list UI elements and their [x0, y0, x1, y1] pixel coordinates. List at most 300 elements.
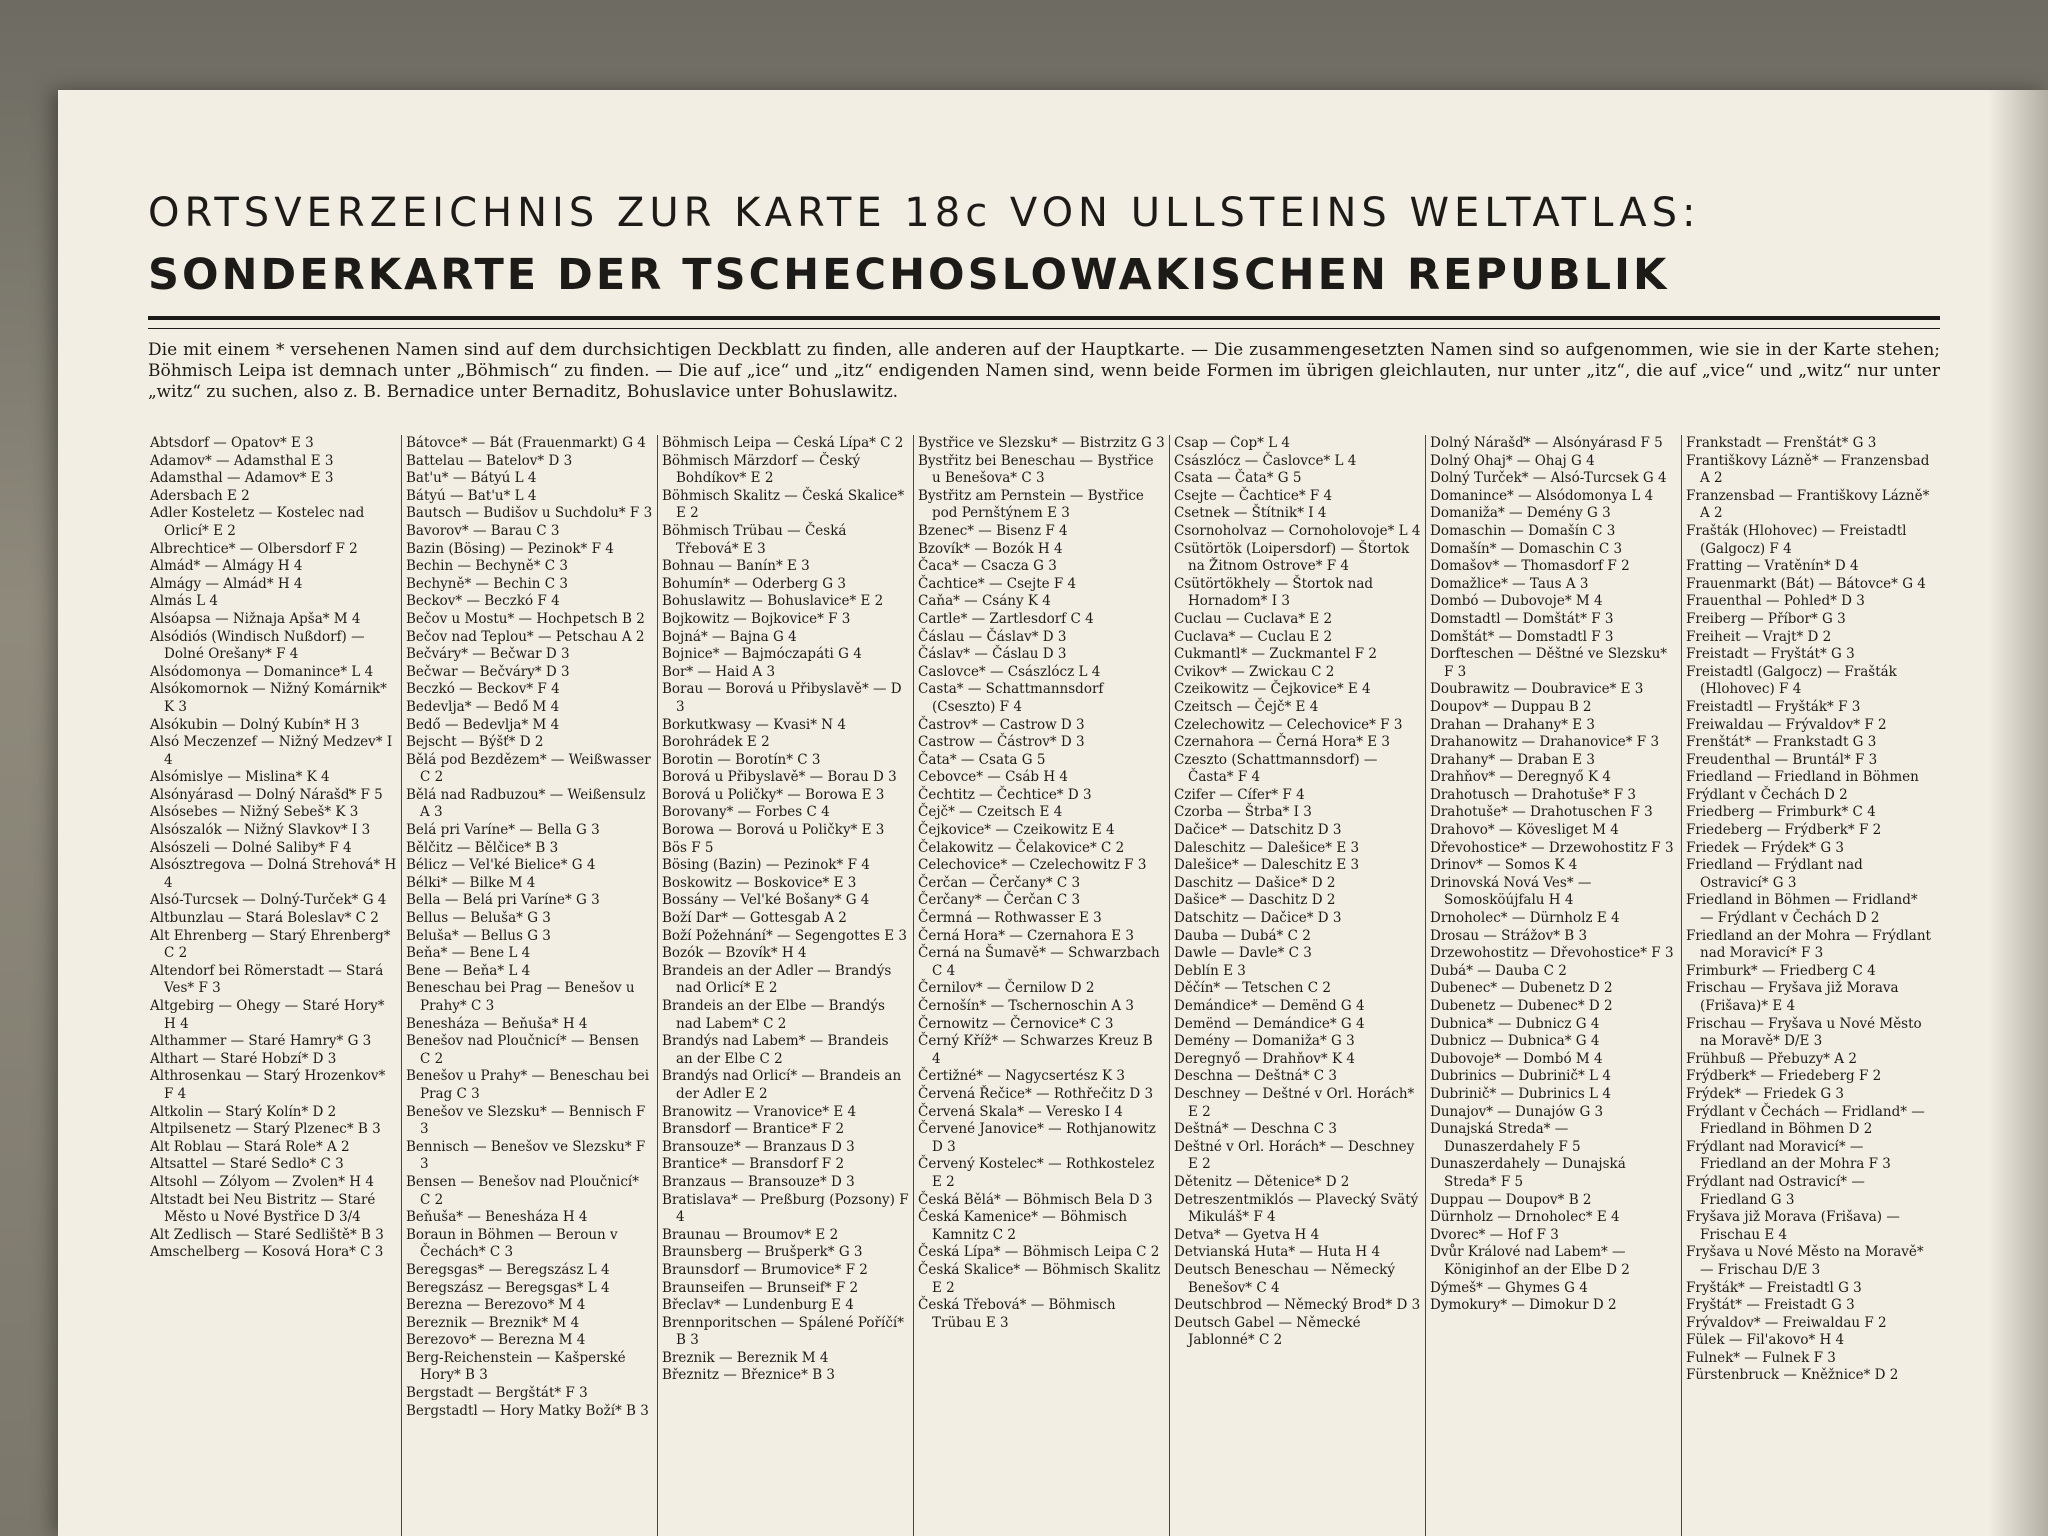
index-entry: Castrow — Částrov* D 3 [918, 734, 1085, 751]
index-entry: Beneschau bei Prag — Benešov u Prahy* C 3 [406, 980, 635, 1014]
index-entry: Dubnicz — Dubnica* G 4 [1430, 1033, 1600, 1050]
index-entry: Amschelberg — Kosová Hora* C 3 [150, 1244, 384, 1261]
index-entry: Čáslav* — Čáslau D 3 [918, 646, 1067, 663]
index-entry: Červená Řečice* — Rothřečitz D 3 [918, 1085, 1154, 1102]
index-entry: Bátyú — Bat'u* L 4 [406, 487, 537, 504]
index-column-7 [1682, 435, 1938, 1536]
index-entry: Czeszto (Schattmannsdorf) — Časta* F 4 [1174, 751, 1378, 786]
index-entry: Beregszász — Beregsgas* L 4 [406, 1279, 610, 1296]
index-entry: Bautsch — Budišov u Suchdolu* F 3 [406, 505, 653, 522]
index-entry: Detreszentmiklós — Plavecký Svätý Mikuláš* F 4 [1174, 1191, 1419, 1226]
index-entry: Bene — Beňa* L 4 [406, 962, 531, 979]
index-column-3 [658, 435, 914, 1536]
index-entry: Detva* — Gyetva H 4 [1174, 1226, 1320, 1243]
index-entry: Bergstadtl — Hory Matky Boží* B 3 [406, 1402, 649, 1419]
index-entry: Bennisch — Benešov ve Slezsku* F 3 [406, 1138, 646, 1173]
index-entry: Bereznik — Breznik* M 4 [406, 1314, 580, 1331]
index-entry: Alt Ehrenberg — Starý Ehrenberg* C 2 [150, 927, 391, 962]
index-entry: Friedberg — Frimburk* C 4 [1686, 804, 1876, 821]
index-entry: Bohuslawitz — Bohuslavice* E 2 [662, 593, 884, 610]
index-entry: Demény — Domaniža* G 3 [1174, 1033, 1355, 1050]
index-entry: Drahovo* — Kövesliget M 4 [1430, 822, 1619, 839]
index-entry: Czifer — Cífer* F 4 [1174, 786, 1305, 803]
index-entry: Adamov* — Adamsthal E 3 [150, 452, 334, 469]
index-entry: Černá Hora* — Czernahora E 3 [918, 927, 1135, 944]
index-entry: Friedland in Böhmen — Fridland* — Frýdlant v Čechách D 2 [1686, 892, 1918, 927]
index-entry: Domašov* — Thomasdorf F 2 [1430, 558, 1630, 575]
index-entry: Datschitz — Dačice* D 3 [1174, 910, 1342, 927]
index-entry: Červená Skala* — Veresko I 4 [918, 1103, 1123, 1120]
index-entry: Dubnica* — Dubnicz G 4 [1430, 1015, 1600, 1032]
index-entry: Freudenthal — Bruntál* F 3 [1686, 751, 1878, 768]
index-entry: Böhmisch Skalitz — Česká Skalice* E 2 [662, 487, 905, 522]
index-entry: Battelau — Batelov* D 3 [406, 452, 573, 469]
index-entry: Braunsdorf — Brumovice* F 2 [662, 1261, 868, 1278]
index-entry: Cuclau — Cuclava* E 2 [1174, 610, 1333, 627]
index-entry: Altsohl — Zólyom — Zvolen* H 4 [150, 1173, 374, 1190]
index-entry: Braunau — Broumov* E 2 [662, 1226, 839, 1243]
index-columns [146, 435, 1956, 1536]
index-entry: Dačice* — Datschitz D 3 [1174, 822, 1342, 839]
index-entry: Adamsthal — Adamov* E 3 [150, 470, 334, 487]
index-entry: Alsószalók — Nižný Slavkov* I 3 [150, 822, 371, 839]
index-entry: Dorfteschen — Děštné ve Slezsku* F 3 [1430, 646, 1668, 680]
index-entry: Bohnau — Banín* E 3 [662, 558, 810, 575]
index-entry: Deutsch Gabel — Německé Jablonné* C 2 [1174, 1314, 1361, 1349]
index-entry: Franzensbad — Františkovy Lázně* A 2 [1686, 487, 1930, 522]
index-entry: Csata — Čata* G 5 [1174, 470, 1302, 487]
index-entry: Doupov* — Duppau B 2 [1430, 698, 1592, 715]
index-entry: Czelechowitz — Celechovice* F 3 [1174, 716, 1403, 733]
index-entry: Březnitz — Březnice* B 3 [662, 1367, 835, 1384]
index-entry: Dymokury* — Dimokur D 2 [1430, 1297, 1617, 1314]
index-entry: Bratislava* — Preßburg (Pozsony) F 4 [662, 1191, 909, 1226]
index-entry: Csütörtök (Loipersdorf) — Štortok na Žitnom Ostrove* F 4 [1174, 540, 1410, 575]
index-entry: Bechyně* — Bechin C 3 [406, 575, 568, 592]
index-entry: Deutschbrod — Německý Brod* D 3 [1174, 1297, 1421, 1314]
index-entry: Čerčan — Čerčany* C 3 [918, 874, 1081, 891]
index-entry: Branzaus — Bransouze* D 3 [662, 1173, 855, 1190]
index-entry: Frimburk* — Friedberg C 4 [1686, 962, 1876, 979]
index-entry: Almád* — Almágy H 4 [150, 558, 303, 575]
index-entry: Freiwaldau — Frývaldov* F 2 [1686, 716, 1887, 733]
index-entry: Freiheit — Vrajt* D 2 [1686, 628, 1832, 645]
index-entry: Alsókubin — Dolný Kubín* H 3 [150, 716, 360, 733]
index-entry: Brantice* — Bransdorf F 2 [662, 1156, 845, 1173]
index-entry: Altendorf bei Römerstadt — Stará Ves* F 3 [150, 962, 384, 997]
index-entry: Černý Kříž* — Schwarzes Kreuz B 4 [918, 1033, 1153, 1067]
index-entry: Alsómislye — Mislina* K 4 [150, 769, 330, 786]
index-entry: Drnoholec* — Dürnholz E 4 [1430, 910, 1620, 927]
index-entry: Bella — Belá pri Varíne* G 3 [406, 892, 600, 909]
index-entry: Fürstenbruck — Kněžnice* D 2 [1686, 1367, 1899, 1384]
index-entry: Čermná — Rothwasser E 3 [918, 910, 1102, 927]
index-entry: Frýdlant v Čechách — Fridland* — Friedland in Böhmen D 2 [1686, 1103, 1925, 1138]
index-entry: Alsókomornok — Nižný Komárnik* K 3 [150, 681, 387, 715]
index-entry: Csetnek — Štítnik* I 4 [1174, 505, 1327, 522]
index-entry: Bzenec* — Bisenz F 4 [918, 522, 1068, 539]
index-entry: Altstadt bei Neu Bistritz — Staré Město u Nové Bystřice D 3/4 [150, 1191, 376, 1226]
index-entry: Borowa — Borová u Poličky* E 3 [662, 822, 885, 839]
index-entry: Bystřitz bei Beneschau — Bystřice u Benešova* C 3 [918, 452, 1154, 487]
index-entry: Abtsdorf — Opatov* E 3 [150, 435, 314, 451]
index-entry: Altpilsenetz — Starý Plzenec* B 3 [150, 1121, 381, 1138]
index-entry: Deregnyő — Drahňov* K 4 [1174, 1050, 1355, 1067]
index-entry: Deutsch Beneschau — Německý Benešov* C 4 [1174, 1261, 1395, 1296]
index-entry: Friedeberg — Frýdberk* F 2 [1686, 822, 1882, 839]
index-entry: Altbunzlau — Stará Boleslav* C 2 [150, 910, 379, 927]
index-entry: Czeikowitz — Čejkovice* E 4 [1174, 681, 1371, 698]
index-entry: Děčín* — Tetschen C 2 [1174, 980, 1331, 997]
index-entry: Drahan — Drahany* E 3 [1430, 716, 1596, 733]
index-entry: Dašice* — Daschitz D 2 [1174, 892, 1336, 909]
index-entry: Althart — Staré Hobzí* D 3 [150, 1050, 337, 1067]
index-entry: Althrosenkau — Starý Hrozenkov* F 4 [150, 1068, 386, 1102]
index-entry: Bransdorf — Brantice* F 2 [662, 1121, 845, 1138]
index-entry: Frýdlant nad Moravicí* — Friedland an der Mohra F 3 [1686, 1138, 1891, 1173]
index-entry: Bavorov* — Barau C 3 [406, 522, 560, 539]
index-entry: Cvikov* — Zwickau C 2 [1174, 663, 1335, 680]
index-entry: Breznik — Bereznik M 4 [662, 1349, 829, 1366]
index-entry: Alsónyárasd — Dolný Nárašď* F 5 [150, 786, 383, 803]
index-entry: Fülek — Fil'akovo* H 4 [1686, 1332, 1845, 1349]
index-entry: Domaschin — Domašín C 3 [1430, 522, 1616, 539]
index-entry: Borová u Přibyslavě* — Borau D 3 [662, 769, 897, 786]
index-entry: Domstadtl — Domštát* F 3 [1430, 610, 1614, 627]
index-entry: Berezna — Berezovo* M 4 [406, 1297, 586, 1314]
index-entry: Fryšták* — Freistadtl G 3 [1686, 1279, 1862, 1296]
index-entry: Csütörtökhely — Štortok nad Hornadom* I 3 [1174, 575, 1374, 610]
index-entry: Bechin — Bechyně* C 3 [406, 558, 568, 575]
index-entry: Frenštát* — Frankstadt G 3 [1686, 734, 1877, 751]
index-entry: Bedevlja* — Bedő M 4 [406, 698, 560, 715]
index-entry: Dubrinics — Dubrinič* L 4 [1430, 1068, 1611, 1085]
index-entry: Freiberg — Příbor* G 3 [1686, 610, 1846, 627]
index-entry: Fryšava u Nové Město na Moravě* — Frischau D/E 3 [1686, 1244, 1924, 1278]
index-entry: Čachtice* — Csejte F 4 [918, 575, 1077, 592]
index-entry: Dubenec* — Dubenetz D 2 [1430, 980, 1613, 997]
index-entry: Friedek — Frýdek* G 3 [1686, 839, 1844, 856]
index-entry: Almás L 4 [150, 593, 218, 610]
index-entry: Frischau — Fryšava již Morava (Frišava)* E 4 [1686, 980, 1899, 1014]
index-entry: Bělá pod Bezdězem* — Weißwasser C 2 [406, 751, 651, 786]
index-entry: Frašták (Hlohovec) — Freistadtl (Galgocz) F 4 [1686, 522, 1907, 557]
index-entry: Czernahora — Černá Hora* E 3 [1174, 734, 1391, 751]
index-entry: Bělá nad Radbuzou* — Weißensulz A 3 [406, 786, 646, 821]
index-entry: Demándice* — Demënd G 4 [1174, 998, 1365, 1014]
index-entry: Čejkovice* — Czeikowitz E 4 [918, 822, 1115, 839]
index-entry: Dolný Nárašď* — Alsónyárasd F 5 [1430, 435, 1663, 451]
index-entry: Česká Třebová* — Böhmisch Trübau E 3 [918, 1297, 1116, 1331]
index-column-1 [146, 435, 402, 1536]
index-entry: Fryštát* — Freistadt G 3 [1686, 1297, 1855, 1314]
index-entry: Almágy — Almád* H 4 [150, 575, 303, 592]
index-entry: Freistadt — Fryštát* G 3 [1686, 646, 1855, 663]
index-entry: Bátovce* — Bát (Frauenmarkt) G 4 [406, 435, 646, 451]
index-entry: Frýdberk* — Friedeberg F 2 [1686, 1068, 1882, 1085]
index-entry: Dürnholz — Drnoholec* E 4 [1430, 1209, 1620, 1226]
index-entry: Čechtitz — Čechtice* D 3 [918, 786, 1092, 803]
index-entry: Čata* — Csata G 5 [918, 751, 1046, 768]
index-entry: Černá na Šumavě* — Schwarzbach C 4 [918, 945, 1160, 979]
index-entry: Beckov* — Beczkó F 4 [406, 593, 560, 610]
index-entry: Dvůr Králové nad Labem* — Königinhof an der Elbe D 2 [1430, 1244, 1630, 1278]
index-entry: Bozók — Bzovík* H 4 [662, 945, 807, 962]
index-entry: Alt Roblau — Stará Role* A 2 [150, 1138, 350, 1155]
index-entry: Beregsgas* — Beregszász L 4 [406, 1261, 610, 1278]
index-entry: Celechovice* — Czelechowitz F 3 [918, 857, 1147, 874]
index-entry: Benešov u Prahy* — Beneschau bei Prag C 3 [406, 1068, 650, 1102]
index-entry: Domanince* — Alsódomonya L 4 [1430, 487, 1654, 504]
index-entry: Dubrinič* — Dubrinics L 4 [1430, 1085, 1611, 1102]
index-entry: Františkovy Lázně* — Franzensbad A 2 [1686, 452, 1930, 487]
index-entry: Alsósztregova — Dolná Strehová* H 4 [150, 857, 397, 891]
index-entry: Bejscht — Býšť* D 2 [406, 734, 544, 751]
index-entry: Drzewohostitz — Dřevohostice* F 3 [1430, 945, 1674, 962]
index-entry: Frankstadt — Frenštát* G 3 [1686, 435, 1877, 451]
index-entry: Drahany* — Draban E 3 [1430, 751, 1595, 768]
index-entry: Dvorec* — Hof F 3 [1430, 1226, 1559, 1243]
index-entry: Bystřice ve Slezsku* — Bistrzitz G 3 [918, 435, 1165, 451]
index-entry: Benešov nad Ploučnicí* — Bensen C 2 [406, 1033, 639, 1067]
index-entry: Dunajov* — Dunajów G 3 [1430, 1103, 1604, 1120]
index-entry: Fryšava již Morava (Frišava) — Frischau E 4 [1686, 1209, 1900, 1243]
index-entry: Böhmisch Leipa — Česká Lípa* C 2 [662, 435, 904, 451]
index-entry: Domštát* — Domstadtl F 3 [1430, 628, 1614, 645]
index-column-6 [1426, 435, 1682, 1536]
index-entry: Čelakowitz — Čelakovice* C 2 [918, 839, 1125, 856]
index-entry: Dombó — Dubovoje* M 4 [1430, 593, 1603, 610]
index-entry: Alsósebes — Nižný Sebeš* K 3 [150, 804, 359, 821]
index-entry: Frühbuß — Přebuzy* A 2 [1686, 1050, 1857, 1067]
index-entry: Czeitsch — Čejč* E 4 [1174, 698, 1319, 715]
index-entry: Borová u Poličky* — Borowa E 3 [662, 786, 885, 803]
index-entry: Bossány — Vel'ké Bošany* G 4 [662, 892, 870, 909]
index-entry: Borau — Borová u Přibyslavě* — D 3 [662, 681, 902, 715]
index-entry: Duppau — Doupov* B 2 [1430, 1191, 1592, 1208]
index-entry: Bystřitz am Pernstein — Bystřice pod Pernštýnem E 3 [918, 487, 1144, 522]
index-entry: Friedland — Friedland in Böhmen [1686, 769, 1919, 786]
index-entry: Freistadtl — Fryšták* F 3 [1686, 698, 1861, 715]
index-entry: Alsó Meczenzef — Nižný Medzev* I 4 [150, 734, 393, 768]
index-entry: Bensen — Benešov nad Ploučnicí* C 2 [406, 1173, 639, 1208]
index-entry: Csornoholvaz — Cornoholovoje* L 4 [1174, 522, 1421, 539]
index-entry: Böhmisch Trübau — Česká Třebová* E 3 [662, 522, 847, 557]
index-entry: Bellus — Beluša* G 3 [406, 910, 551, 927]
index-entry: Altsattel — Staré Sedlo* C 3 [150, 1156, 344, 1173]
index-entry: Adler Kosteletz — Kostelec nad Orlicí* E 2 [150, 505, 365, 539]
index-entry: Červené Janovice* — Rothjanowitz D 3 [918, 1121, 1156, 1155]
index-entry: Cuclava* — Cuclau E 2 [1174, 628, 1333, 645]
index-entry: Dubá* — Dauba C 2 [1430, 962, 1567, 979]
index-entry: Alsószeli — Dolné Saliby* F 4 [150, 839, 352, 856]
index-entry: Bzovík* — Bozók H 4 [918, 540, 1063, 557]
index-entry: Dunajská Streda* — Dunaszerdahely F 5 [1430, 1121, 1581, 1155]
index-entry: Frýdek* — Friedek G 3 [1686, 1085, 1844, 1102]
index-entry: Böhmisch Märzdorf — Český Bohdíkov* E 2 [662, 452, 861, 487]
index-entry: Alt Zedlisch — Staré Sedliště* B 3 [150, 1226, 384, 1243]
index-entry: Frývaldov* — Freiwaldau F 2 [1686, 1314, 1887, 1331]
index-entry: Dubovoje* — Dombó M 4 [1430, 1050, 1603, 1067]
index-entry: Beczkó — Beckov* F 4 [406, 681, 560, 698]
index-entry: Borohrádek E 2 [662, 734, 770, 751]
index-entry: Belá pri Varíne* — Bella G 3 [406, 822, 600, 839]
index-entry: Bransouze* — Branzaus D 3 [662, 1138, 855, 1155]
index-entry: Bat'u* — Bátyú L 4 [406, 470, 537, 487]
index-entry: Deštné v Orl. Horách* — Deschney E 2 [1174, 1138, 1415, 1173]
index-entry: Bečov nad Teplou* — Petschau A 2 [406, 628, 645, 645]
index-entry: Dětenitz — Dětenice* D 2 [1174, 1173, 1350, 1190]
index-entry: Brandýs nad Labem* — Brandeis an der Elbe C 2 [662, 1033, 889, 1067]
index-entry: Deschney — Deštné v Orl. Horách* E 2 [1174, 1085, 1415, 1120]
index-entry: Drosau — Strážov* B 3 [1430, 927, 1588, 944]
index-entry: Alsóapsa — Nižnaja Apša* M 4 [150, 610, 361, 627]
intro-text: Die mit einem * versehenen Namen sind auf dem durchsichtigen Deckblatt zu finden, alle anderen auf der Hauptkarte. — Die zusammengesetzten Namen sind so aufgenommen, wie sie in der Karte stehen; Böhmisch Leipa ist demnach unter „Böhmisch“ zu finden. — Die auf „ice“ und „itz“ endigenden Namen sind, wenn beide Formen im übrigen gleichlauten, nur unter „itz“, die auf „vice“ und „witz“ nur unter „witz“ zu suchen, also z. B. Bernadice unter Bernaditz, Bohuslavice unter Bohuslawitz. [148, 340, 1940, 402]
index-entry: Fulnek* — Fulnek F 3 [1686, 1349, 1836, 1366]
index-entry: Csap — Čop* L 4 [1174, 435, 1291, 451]
index-entry: Alsódiós (Windisch Nußdorf) — Dolné Orešany* F 4 [150, 628, 365, 663]
index-entry: Berezovo* — Berezna M 4 [406, 1332, 586, 1349]
index-entry: Drinov* — Somos K 4 [1430, 857, 1578, 874]
index-entry: Drahňov* — Deregnyő K 4 [1430, 769, 1611, 786]
index-entry: Deštná* — Deschna C 3 [1174, 1121, 1337, 1138]
index-entry: Bös F 5 [662, 839, 714, 856]
index-entry: Dubenetz — Dubenec* D 2 [1430, 998, 1613, 1014]
index-entry: Albrechtice* — Olbersdorf F 2 [150, 540, 358, 557]
index-entry: Borkutkwasy — Kvasi* N 4 [662, 716, 846, 733]
index-entry: Frischau — Fryšava u Nové Město na Moravě* D/E 3 [1686, 1015, 1922, 1050]
page-title: ORTSVERZEICHNIS ZUR KARTE 18c VON ULLSTEINS WELTATLAS: [148, 190, 1701, 236]
index-entry: Doubrawitz — Doubravice* E 3 [1430, 681, 1644, 698]
index-entry: Domažlice* — Taus A 3 [1430, 575, 1589, 592]
index-entry: Beňa* — Bene L 4 [406, 945, 531, 962]
index-entry: Drahotuše* — Drahotuschen F 3 [1430, 804, 1653, 821]
index-entry: Braunseifen — Brunseif* F 2 [662, 1279, 859, 1296]
page-subtitle: SONDERKARTE DER TSCHECHOSLOWAKISCHEN REPUBLIK [148, 250, 1670, 300]
index-entry: Brandýs nad Orlicí* — Brandeis an der Adler E 2 [662, 1068, 902, 1102]
index-entry: Daleschitz — Dalešice* E 3 [1174, 839, 1360, 856]
index-entry: Frýdlant nad Ostravicí* — Friedland G 3 [1686, 1173, 1865, 1208]
index-entry: Bohumín* — Oderberg G 3 [662, 575, 846, 592]
index-entry: Dýmeš* — Ghymes G 4 [1430, 1279, 1588, 1296]
index-entry: Boží Požehnání* — Segengottes E 3 [662, 927, 907, 944]
index-entry: Deblín E 3 [1174, 962, 1246, 979]
index-entry: Čaca* — Csacza G 3 [918, 558, 1057, 575]
index-entry: Detvianská Huta* — Huta H 4 [1174, 1244, 1381, 1261]
index-entry: Boží Dar* — Gottesgab A 2 [662, 910, 847, 927]
title-rule [148, 316, 1940, 329]
index-entry: Benešov ve Slezsku* — Bennisch F 3 [406, 1103, 646, 1138]
index-entry: Česká Lípa* — Böhmisch Leipa C 2 [918, 1244, 1160, 1261]
index-entry: Freistadtl (Galgocz) — Frašták (Hlohovec) F 4 [1686, 663, 1897, 698]
index-entry: Bazin (Bösing) — Pezinok* F 4 [406, 540, 614, 557]
index-entry: Česká Kamenice* — Böhmisch Kamnitz C 2 [918, 1209, 1128, 1243]
index-entry: Friedland an der Mohra — Frýdlant nad Moravicí* F 3 [1686, 927, 1931, 962]
index-entry: Altgebirg — Ohegy — Staré Hory* H 4 [150, 998, 385, 1032]
index-entry: Drahotusch — Drahotuše* F 3 [1430, 786, 1637, 803]
index-entry: Borovany* — Forbes C 4 [662, 804, 830, 821]
index-entry: Benesháza — Beňuša* H 4 [406, 1015, 588, 1032]
index-entry: Břeclav* — Lundenburg E 4 [662, 1297, 854, 1314]
index-entry: Čertižné* — Nagycsertész K 3 [918, 1068, 1125, 1085]
index-entry: Alsó-Turcsek — Dolný-Turček* G 4 [150, 892, 387, 909]
index-entry: Dřevohostice* — Drzewohostitz F 3 [1430, 839, 1674, 856]
index-entry: Adersbach E 2 [150, 487, 250, 504]
index-entry: Bojnice* — Bajmóczapáti G 4 [662, 646, 862, 663]
index-entry: Dunaszerdahely — Dunajská Streda* F 5 [1430, 1156, 1626, 1190]
index-entry: Fratting — Vratěnín* D 4 [1686, 558, 1859, 575]
index-entry: Beluša* — Bellus G 3 [406, 927, 551, 944]
index-entry: Deschna — Deštná* C 3 [1174, 1068, 1337, 1085]
index-entry: Berg-Reichenstein — Kašperské Hory* B 3 [406, 1349, 626, 1384]
index-entry: Daschitz — Dašice* D 2 [1174, 874, 1336, 891]
intro-paragraph [148, 340, 1940, 403]
index-entry: Beňuša* — Benesháza H 4 [406, 1209, 588, 1226]
index-entry: Česká Bělá* — Böhmisch Bela D 3 [918, 1191, 1153, 1208]
index-entry: Čejč* — Czeitsch E 4 [918, 804, 1063, 821]
index-column-5 [1170, 435, 1426, 1536]
index-entry: Czorba — Štrba* I 3 [1174, 804, 1312, 821]
index-entry: Althammer — Staré Hamry* G 3 [150, 1033, 372, 1050]
index-entry: Černilov* — Černilow D 2 [918, 980, 1095, 997]
index-entry: Borotin — Borotín* C 3 [662, 751, 821, 768]
index-entry: Demënd — Demándice* G 4 [1174, 1015, 1365, 1032]
index-entry: Čáslau — Čáslav* D 3 [918, 628, 1067, 645]
index-entry: Bergstadt — Bergštát* F 3 [406, 1385, 588, 1402]
index-entry: Brandeis an der Elbe — Brandýs nad Labem* C 2 [662, 998, 885, 1032]
index-entry: Černošín* — Tschernoschin A 3 [918, 998, 1134, 1014]
index-entry: Frauenmarkt (Bát) — Bátovce* G 4 [1686, 575, 1926, 592]
index-entry: Dauba — Dubá* C 2 [1174, 927, 1311, 944]
index-entry: Alsódomonya — Domanince* L 4 [150, 663, 374, 680]
index-entry: Častrov* — Castrow D 3 [918, 716, 1085, 733]
index-column-2 [402, 435, 658, 1536]
index-entry: Császlócz — Časlovce* L 4 [1174, 452, 1357, 469]
index-entry: Brandeis an der Adler — Brandýs nad Orlicí* E 2 [662, 962, 892, 997]
index-entry: Bedő — Bedevlja* M 4 [406, 716, 560, 733]
index-entry: Bečváry* — Bečwar D 3 [406, 646, 570, 663]
index-entry: Boraun in Böhmen — Beroun v Čechách* C 3 [406, 1226, 618, 1261]
index-entry: Dolný Ohaj* — Ohaj G 4 [1430, 452, 1595, 469]
index-entry: Bělčitz — Bělčice* B 3 [406, 839, 559, 856]
index-entry: Bojná* — Bajna G 4 [662, 628, 797, 645]
index-entry: Caslovce* — Császlócz L 4 [918, 663, 1101, 680]
index-entry: Bösing (Bazin) — Pezinok* F 4 [662, 857, 870, 874]
index-entry: Bor* — Haid A 3 [662, 663, 776, 680]
index-entry: Braunsberg — Brušperk* G 3 [662, 1244, 863, 1261]
index-entry: Dawle — Davle* C 3 [1174, 945, 1312, 962]
index-entry: Bélki* — Bilke M 4 [406, 874, 536, 891]
index-entry: Bojkowitz — Bojkovice* F 3 [662, 610, 851, 627]
index-entry: Bélicz — Vel'ké Bielice* G 4 [406, 857, 596, 874]
index-entry: Drahanowitz — Drahanovice* F 3 [1430, 734, 1660, 751]
index-entry: Cukmantl* — Zuckmantel F 2 [1174, 646, 1377, 663]
index-entry: Cartle* — Zartlesdorf C 4 [918, 610, 1094, 627]
index-entry: Česká Skalice* — Böhmisch Skalitz E 2 [918, 1261, 1161, 1296]
index-entry: Caňa* — Csány K 4 [918, 593, 1051, 610]
index-entry: Domaniža* — Demény G 3 [1430, 505, 1611, 522]
index-entry: Bečov u Mostu* — Hochpetsch B 2 [406, 610, 645, 627]
index-entry: Cebovce* — Csáb H 4 [918, 769, 1068, 786]
index-entry: Drinovská Nová Ves* — Somosköújfalu H 4 [1430, 874, 1592, 909]
index-entry: Branowitz — Vranovice* E 4 [662, 1103, 857, 1120]
index-entry: Bečwar — Bečváry* D 3 [406, 663, 570, 680]
index-entry: Friedland — Frýdlant nad Ostravicí* G 3 [1686, 857, 1863, 891]
index-entry: Altkolin — Starý Kolín* D 2 [150, 1103, 337, 1120]
index-entry: Červený Kostelec* — Rothkostelez E 2 [918, 1156, 1155, 1190]
index-sheet [58, 90, 2048, 1536]
index-entry: Csejte — Čachtice* F 4 [1174, 487, 1333, 504]
